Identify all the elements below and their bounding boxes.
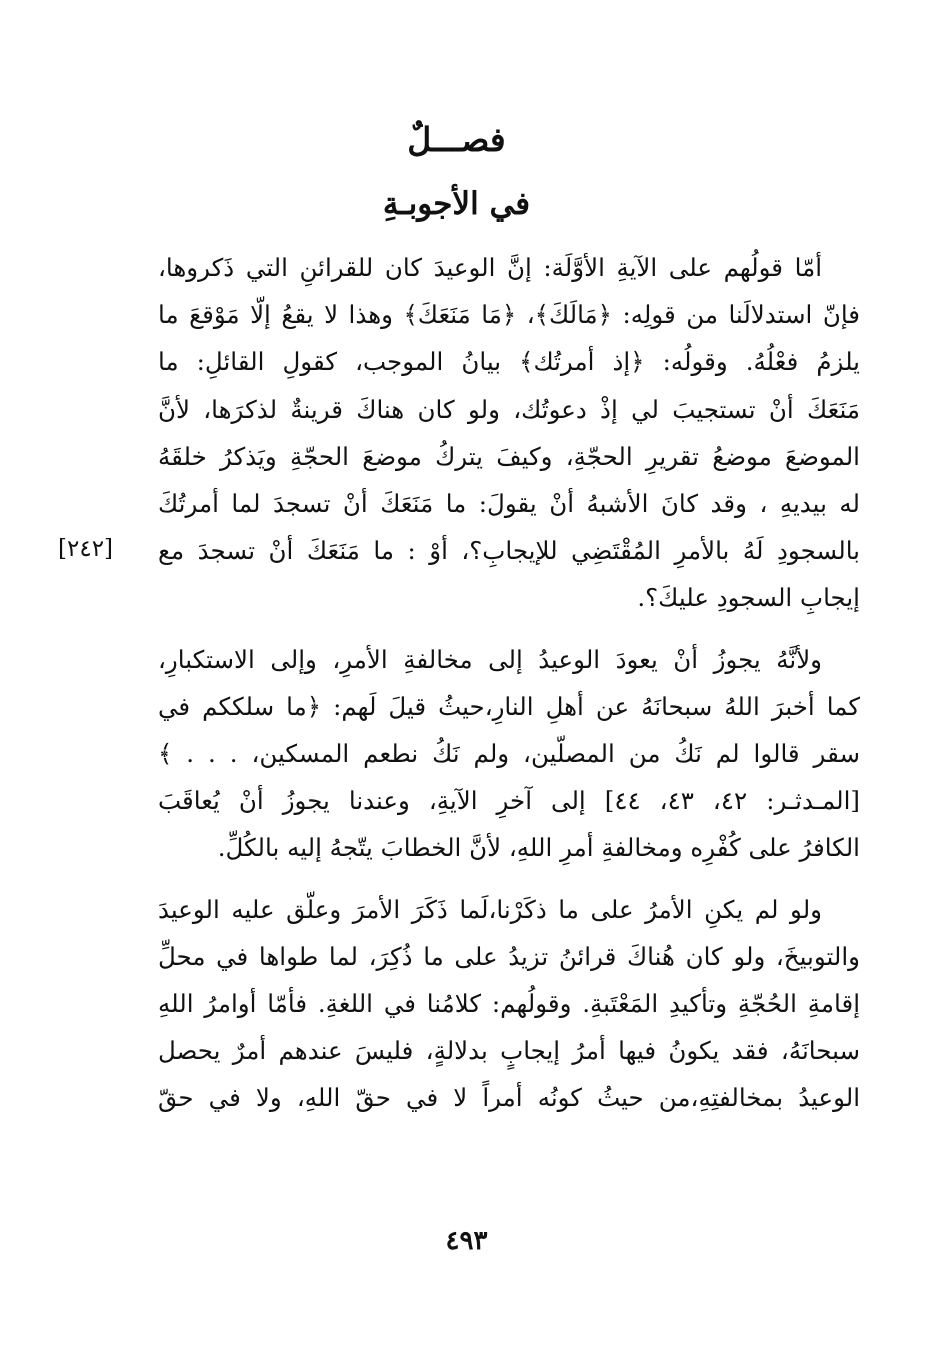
text-line: مَنَعَكَ أنْ تستجيبَ لي إذْ دعوتُك، ولو كان هناكَ قرينةٌ لذكرَها، لأنَّ: [158, 394, 860, 424]
text-line: والتوبيخَ، ولو كان هُناكَ قرائنُ تزيدُ على ما ذُكِرَ، لما طواها في محلِّ: [158, 941, 860, 971]
text-line: كما أخبرَ اللهُ سبحانَهُ عن أهلِ النارِ،حيثُ قيلَ لَهم: ﴿ما سلككم في: [158, 691, 860, 721]
text-line: فإنّ استدلالَنا من قولِه: ﴿مَالَكَ﴾، ﴿مَا مَنَعَكَ﴾ وهذا لا يقعُ إلّا مَوْقعَ ما: [158, 300, 860, 330]
paragraph-1: [158, 244, 860, 622]
text-line: إيجابِ السجودِ عليكَ؟.: [637, 583, 860, 613]
text-line: أمّا قولُهم على الآيةِ الأوَّلَة: إنَّ الوعيدَ كان للقرائنِ التي ذَكروها،: [158, 253, 822, 282]
margin-reference: [٢٤٢]: [58, 536, 114, 562]
text-line: سبحانَهُ، فقد يكونُ فيها أمرُ إيجابٍ بدلالةٍ، فليسَ عندهم أمرٌ يحصل: [158, 1036, 860, 1066]
chapter-subheading: في الأجوبـةِ: [382, 186, 531, 222]
text-line: ولو لم يكنِ الأمرُ على ما ذكَرْنا،لَما ذَكَرَ الأمرَ وعلّق عليه الوعيدَ: [158, 894, 822, 924]
text-line: يلزمُ فعْلُهُ. وقولُه: ﴿إذ أمرتُك﴾ بيانُ الموجب، كقولِ القائلِ: ما: [158, 347, 860, 377]
page-number: ٤٩٣: [445, 1226, 488, 1256]
text-line: سقر قالوا لم نَكُ من المصلّين، ولم نَكُ نطعم المسكين، . . . ﴾: [158, 739, 860, 769]
body-text: [158, 244, 860, 1122]
text-line: بالسجودِ لَهُ بالأمرِ المُقْتَضِي للإيجابِ؟، أوْ : ما مَنَعَكَ أنْ تسجدَ مع: [158, 536, 860, 566]
chapter-heading: فصـــلٌ: [407, 120, 506, 159]
paragraph-3: [158, 886, 860, 1122]
text-line: له بيديهِ ، وقد كانَ الأشبهُ أنْ يقولَ: ما مَنَعَكَ أنْ تسجدَ لما أمرتُكَ: [158, 489, 860, 519]
paragraph-2: [158, 636, 860, 872]
text-line: الوعيدُ بمخالفتِهِ،من حيثُ كونُه أمراً لا في حقّ اللهِ، ولا في حقّ: [158, 1083, 860, 1113]
text-line: الموضعَ موضعُ تقريرِ الحجّةِ، وكيفَ يتركُ موضعَ الحجّةِ ويَذكرُ خلقَهُ: [158, 441, 860, 471]
text-line: ولأنَّهُ يجوزُ أنْ يعودَ الوعيدُ إلى مخالفةِ الأمرِ، وإلى الاستكبارِ،: [158, 644, 822, 674]
text-line: [المـدثـر: ٤٢، ٤٣، ٤٤] إلى آخرِ الآيةِ، وعندنا يجوزُ أنْ يُعاقَبَ: [158, 786, 860, 816]
text-line: الكافرُ على كُفْرِه ومخالفةِ أمرِ اللهِ، لأنَّ الخطابَ يتّجهُ إليه بالكُلِّ.: [217, 833, 860, 863]
text-line: إقامةِ الحُجّةِ وتأكيدِ المَعْتَبةِ. وقولُهم: كلامُنا في اللغةِ. فأمّا أوامرُ اللهِ: [158, 989, 860, 1019]
